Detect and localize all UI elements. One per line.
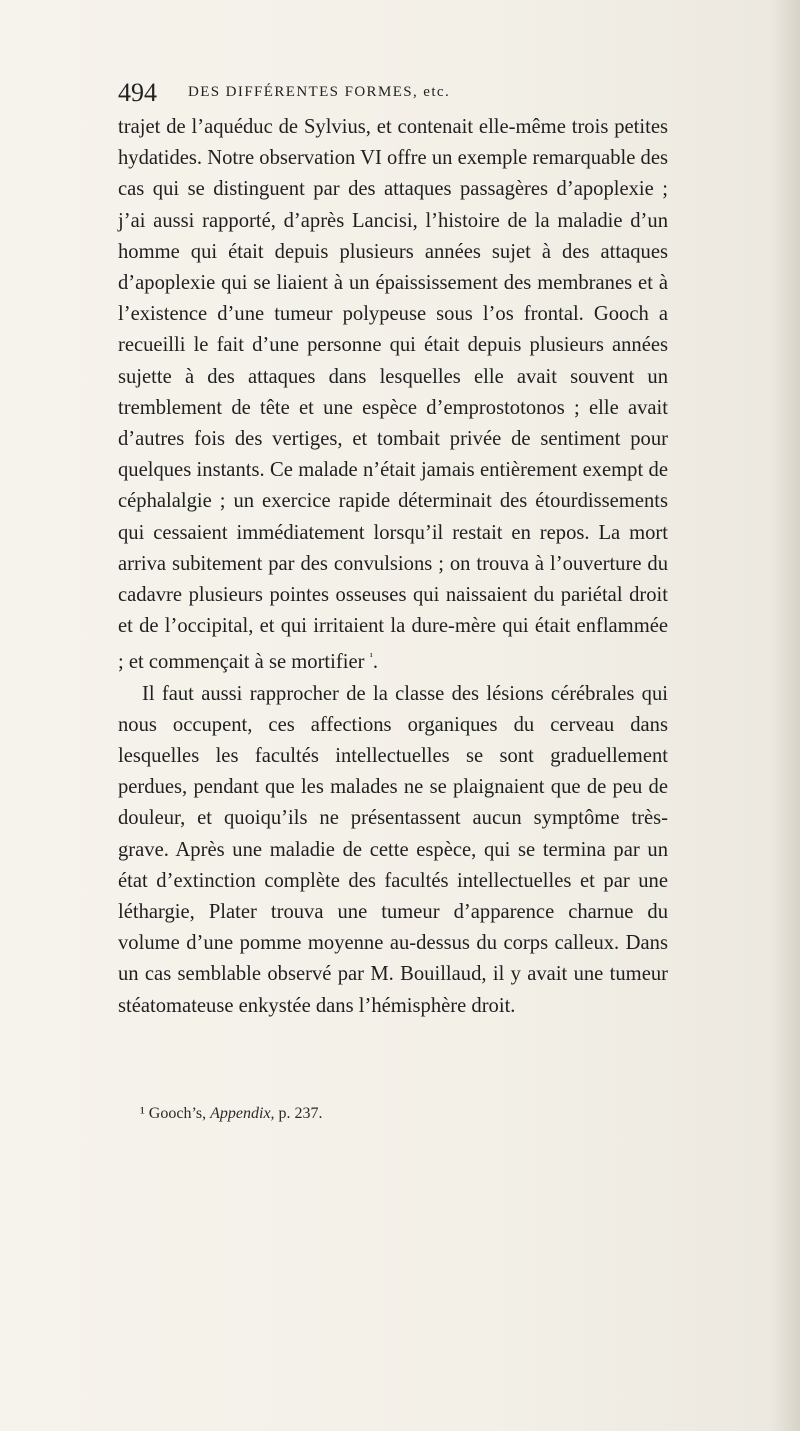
- paragraph-2: Il faut aussi rapprocher de la classe des lésions cérébrales qui nous occupent, ces affections organiques du cerveau dans lesquelles les facultés intellectuelles se sont graduellement perdues, pendant que les malades ne se plaignaient que de peu de douleur, et quoiqu’ils ne présentassent aucun symptôme très-grave. Après une maladie de cette espèce, qui se termina par un état d’extinction complète des facultés intellectuelles et par une léthargie, Plater trouva une tumeur d’apparence charnue du volume d’une pomme moyenne au-dessus du corps calleux. Dans un cas semblable observé par M. Bouillaud, il y avait une tumeur stéatomateuse enkystée dans l’hémisphère droit.: [118, 682, 668, 1017]
- page-header: [118, 78, 678, 108]
- running-title: DES DIFFÉRENTES FORMES, etc.: [188, 84, 451, 100]
- paragraph-1-end: .: [372, 651, 379, 674]
- page-edge-shadow: [770, 0, 800, 1431]
- footnote-reference: ¹: [369, 651, 373, 664]
- paragraph-1-text: trajet de l’aquéduc de Sylvius, et contenait elle-même trois petites hydatides. Notre observation VI offre un exemple remarquable des cas qui se distinguent par des attaques passagères d’apoplexie ; j’ai aussi rapporté, d’après Lancisi, l’histoire de la maladie d’un homme qui était depuis plusieurs années sujet à des attaques d’apoplexie qui se liaient à un épaississement des membranes et à l’existence d’une tumeur polypeuse sous l’os frontal. Gooch a recueilli le fait d’une personne qui était depuis plusieurs années sujette à des attaques dans lesquelles elle avait souvent un tremblement de tête et une espèce d’emprostotonos ; elle avait d’autres fois des vertiges, et tombait privée de sentiment pour quelques instants. Ce malade n’était jamais entièrement exempt de céphalalgie ; un exercice rapide déterminait des étourdissements qui cessaient immédiatement lorsqu’il restait en repos. La mort arriva subitement par des convulsions ; on trouva à l’ouverture du cadavre plusieurs pointes osseuses qui naissaient du pariétal droit et de l’occipital, et qui irritaient la dure-mère qui était enflammée ; et commençait à se mortifier: [118, 116, 668, 674]
- footnote-title: Appendix,: [210, 1105, 275, 1122]
- page-number: 494: [118, 78, 157, 107]
- footnote-marker: ¹: [140, 1105, 145, 1122]
- body-text: [118, 112, 668, 1022]
- paragraph-1: [118, 112, 668, 679]
- footnote-page: p. 237.: [278, 1105, 323, 1122]
- footnote: [140, 1105, 323, 1123]
- footnote-author: Gooch’s,: [148, 1105, 207, 1122]
